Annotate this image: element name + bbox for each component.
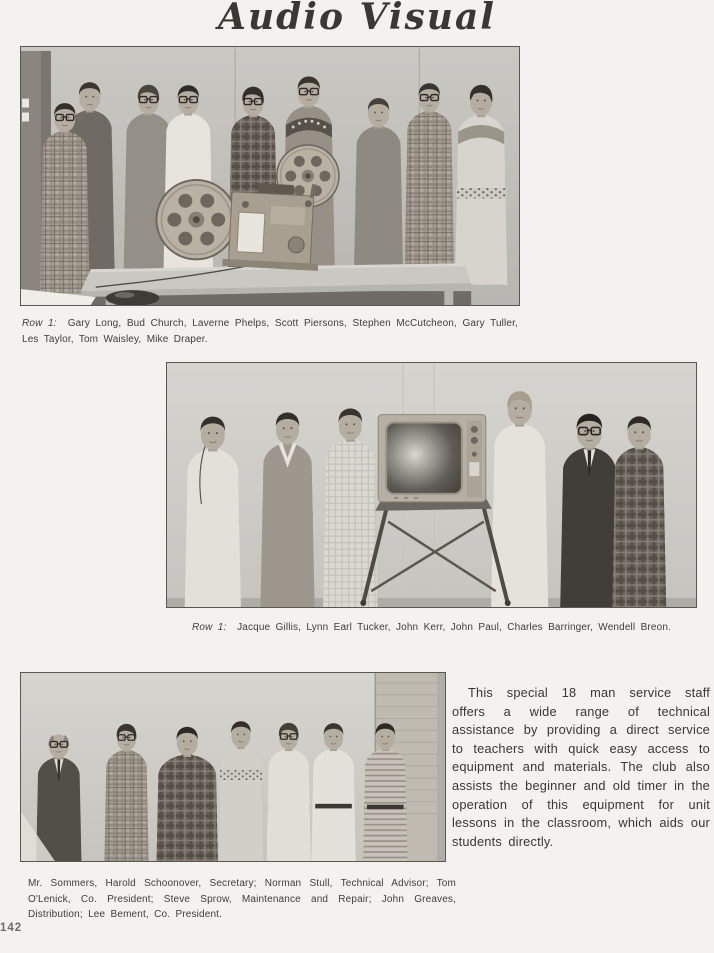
photo-television-group	[166, 362, 697, 608]
film-reel-icon	[156, 180, 236, 259]
photo-projector-group	[20, 46, 520, 306]
body-paragraph: This special 18 man service staff offers a wide range of technical assistance by providing a direct service to teachers with quick easy access to equipment and materials. The club also assists the beginner and old timer in the operation of this equipment for unit lessons in the classroom, which aids our students directly.	[452, 685, 710, 849]
photo-officers-group	[20, 672, 446, 862]
caption-names: Gary Long, Bud Church, Laverne Phelps, Scott Piersons, Stephen McCutcheon, Gary Tuller, Les Taylor, Tom Waisley, Mike Draper.	[22, 318, 518, 345]
page-number: 142	[0, 922, 23, 934]
caption-names: Jacque Gillis, Lynn Earl Tucker, John Kerr, John Paul, Charles Barringer, Wendell Breon.	[237, 622, 671, 633]
row-label: Row 1:	[22, 318, 57, 329]
television	[378, 415, 486, 502]
photo2-caption	[166, 620, 697, 636]
page-title: Audio Visual	[218, 0, 496, 38]
photo3-caption: Mr. Sommers, Harold Schoonover, Secretary; Norman Stull, Technical Advisor; Tom O'Lenick, Co. President; Steve Sprow, Maintenance and Repair; John Greaves, Distribution; Lee Bement, Co. President.	[28, 878, 456, 920]
photo1-caption	[22, 316, 518, 347]
row-label: Row 1:	[192, 622, 227, 633]
